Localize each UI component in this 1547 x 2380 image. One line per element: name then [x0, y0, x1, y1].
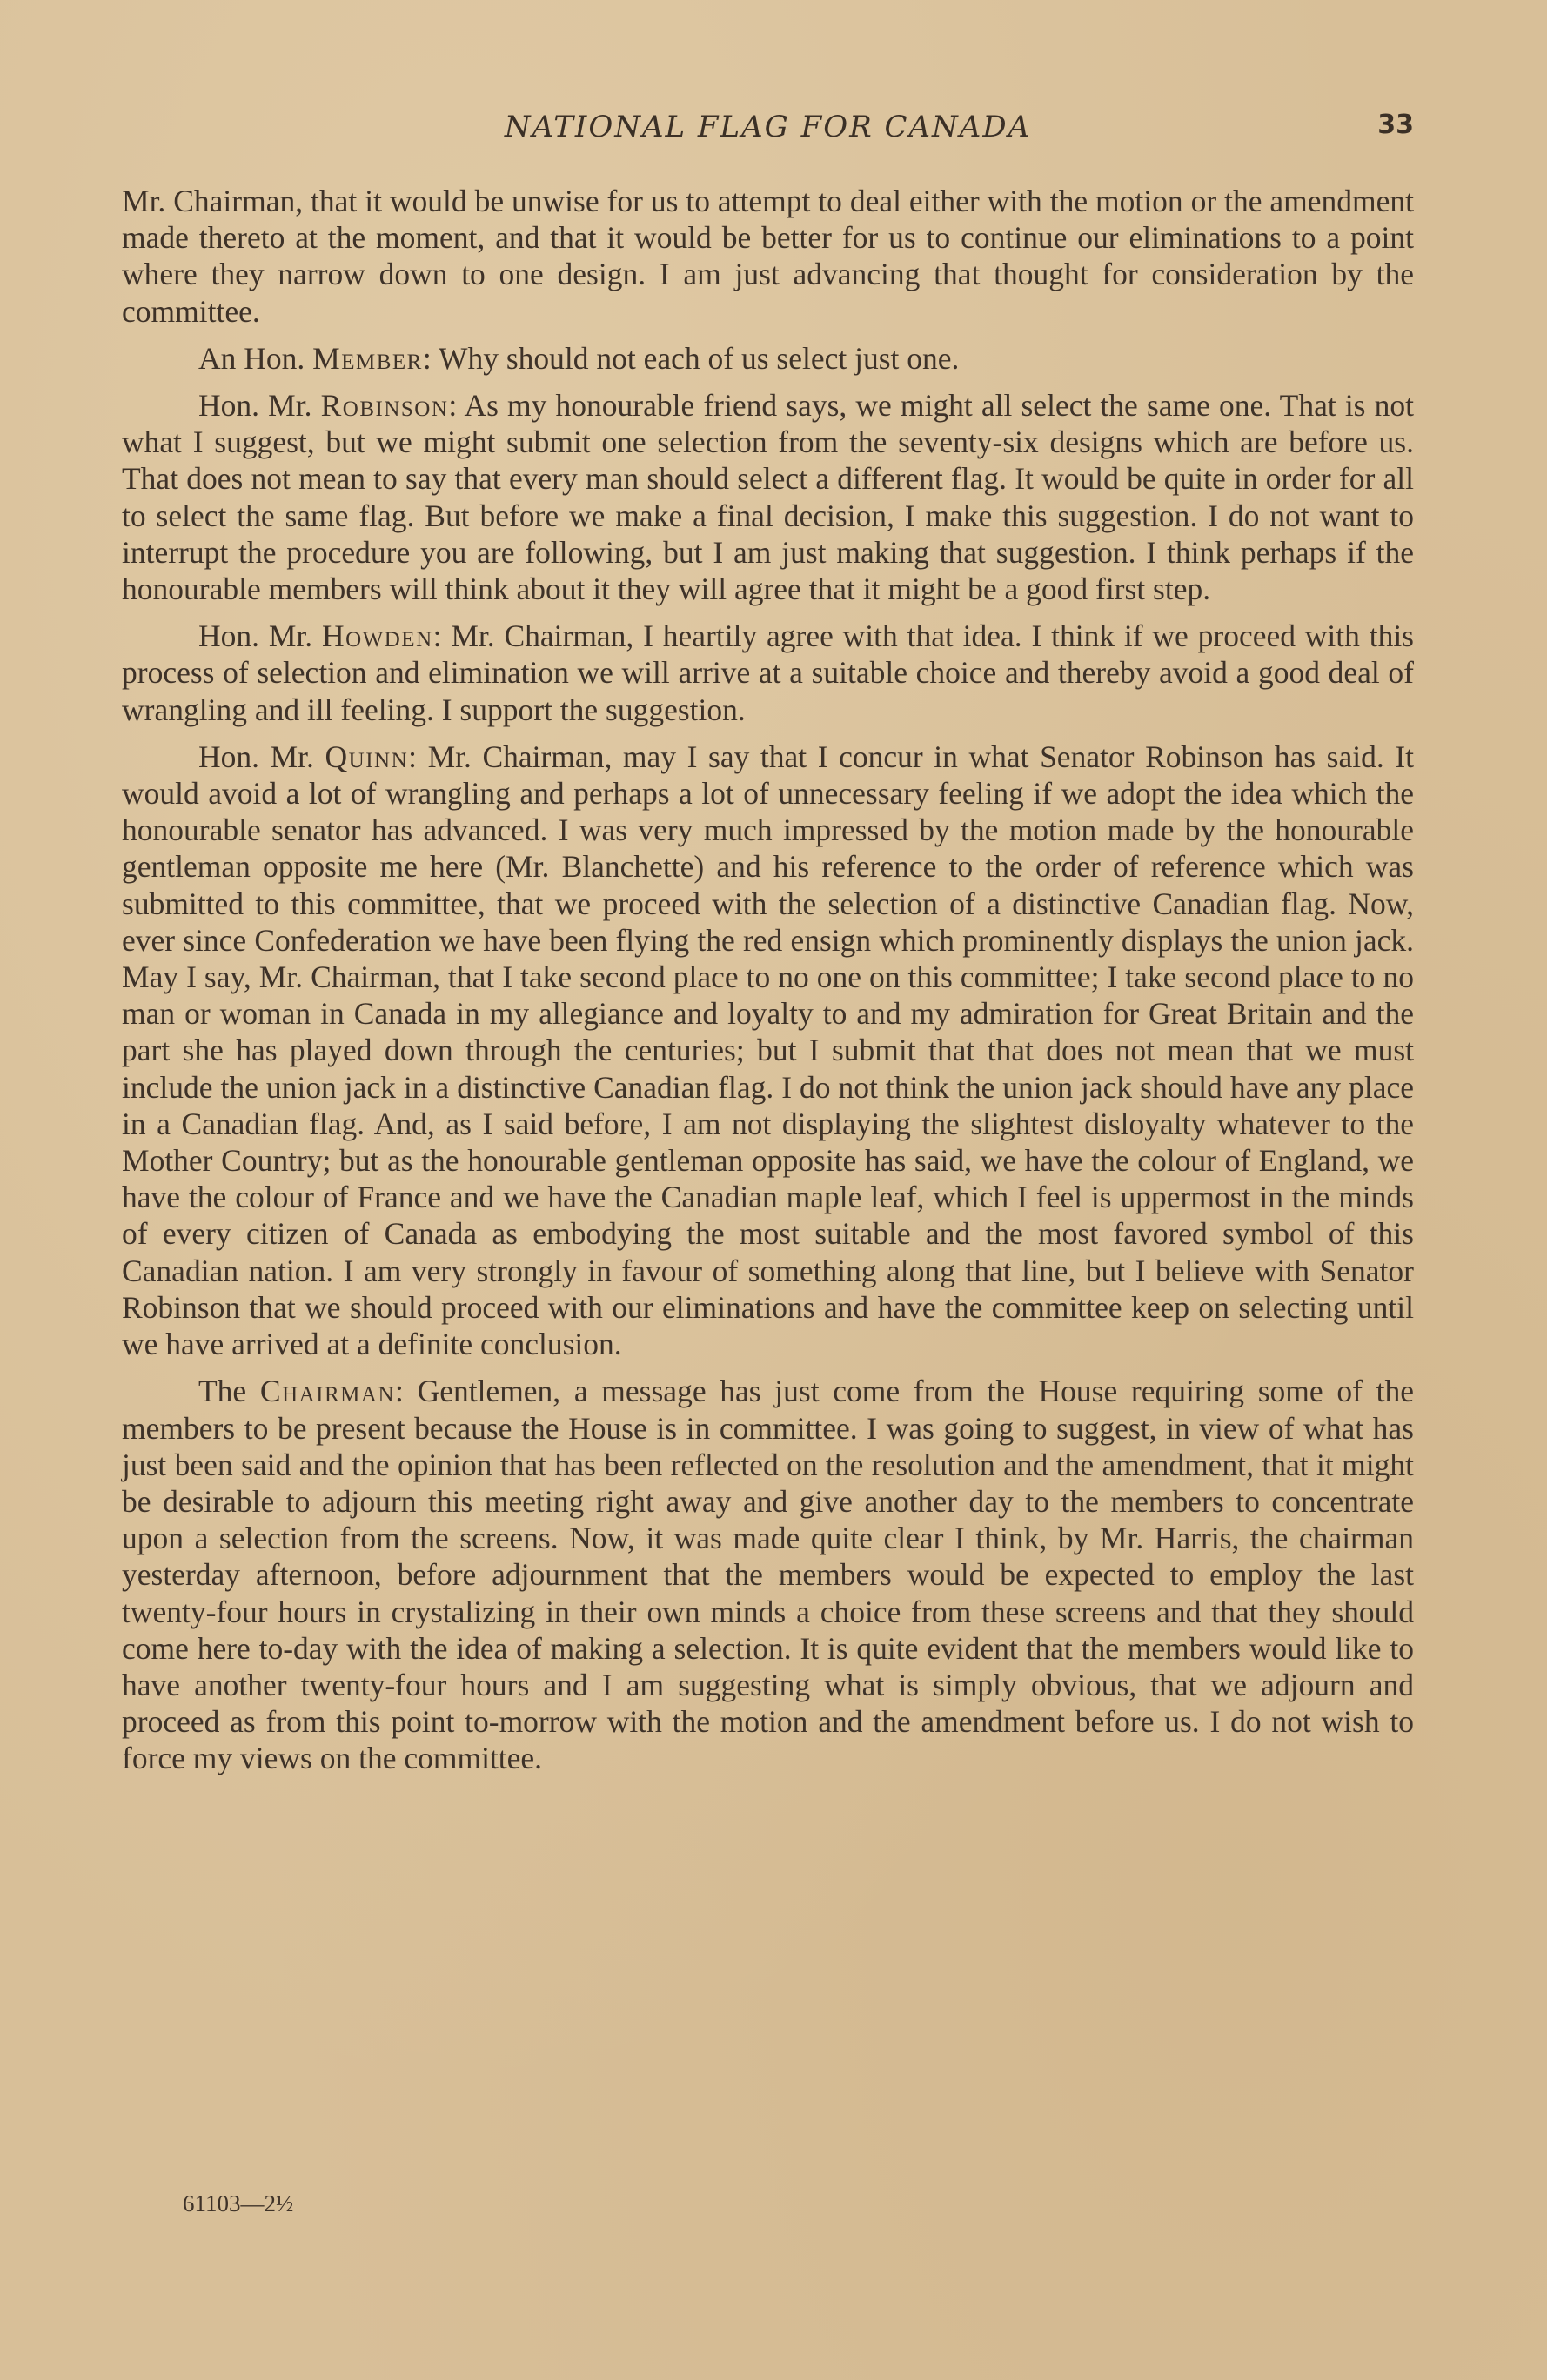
body-text: [122, 183, 1414, 1788]
speaker-prefix: An Hon.: [198, 340, 305, 376]
paragraph-robinson: [122, 387, 1414, 607]
speaker-prefix: Hon. Mr.: [198, 388, 312, 424]
speaker-prefix: The: [198, 1374, 247, 1409]
speaker-name: Howden: [321, 618, 433, 654]
speaker-name: Chairman: [259, 1374, 396, 1409]
speaker-prefix: Hon. Mr.: [198, 739, 314, 774]
paragraph-howden: [122, 618, 1414, 728]
speaker-name: Robinson: [320, 388, 449, 424]
printer-signature-code: 61103—2½: [183, 2190, 294, 2216]
paragraph-text: : As my honourable friend says, we might all select the same one. That is not what I suggest, but we might submit one selection from the seventy-six designs which are before us. That does not mean to say that every man should select a different flag. It would be quite in order for all to select the same flag. But before we make a final decision, I make this suggestion. I do not want to interrupt the procedure you are following, but I am just making that suggestion. I think perhaps if the honourable members will think about it they will agree that it might be a good first step.: [122, 388, 1414, 607]
paragraph-chairman: [122, 1373, 1414, 1776]
page-header: [122, 110, 1414, 153]
speaker-prefix: Hon. Mr.: [198, 618, 313, 654]
paragraph-text: : Mr. Chairman, may I say that I concur in what Senator Robinson has said. It would avoid a lot of wrangling and perhaps a lot of unnecessary feeling if we adopt the idea which the honourable senator has advanced. I was very much impressed by the motion made by the honourable gentleman opposite me here (Mr. Blanchette) and his reference to the order of reference which was submitted to this committee, that we proceed with the selection of a distinctive Canadian flag. Now, ever since Confederation we have been flying the red ensign which prominently displays the union jack. May I say, Mr. Chairman, that I take second place to no one on this committee; I take second place to no man or woman in Canada in my allegiance and loyalty to and my admiration for Great Britain and the part she has played down through the centuries; but I submit that that does not mean that we must include the union jack in a distinctive Canadian flag. I do not think the union jack should have any place in a Canadian flag. And, as I said before, I am not displaying the slightest disloyalty whatever to the Mother Country; but as the honourable gentleman opposite has said, we have the colour of England, we have the colour of France and we have the Canadian maple leaf, which I feel is uppermost in the minds of every citizen of Canada as embodying the most suitable and the most favored symbol of this Canadian nation. I am very strongly in favour of something along that line, but I believe with Senator Robinson that we should proceed with our eliminations and have the committee keep on selecting until we have arrived at a definite conclusion.: [122, 739, 1415, 1362]
paragraph-continuation: [122, 183, 1414, 330]
paragraph-text: : Gentlemen, a message has just come from the House requiring some of the members to be present because the House is in committee. I was going to suggest, in view of what has just been said and the opinion that has been reflected on the resolution and the amendment, that it might be desirable to adjourn this meeting right away and give another day to the members to concentrate upon a selection from the screens. Now, it was made quite clear I think, by Mr. Harris, the chairman yesterday afternoon, before adjournment that the members would be expected to employ the last twenty-four hours in crystalizing in their own minds a choice from these screens and that they should come here to-day with the idea of making a selection. It is quite evident that the members would like to have another twenty-four hours and I am suggesting what is simply obvious, that we adjourn and proceed as from this point to-morrow with the motion and the amendment before us. I do not wish to force my views on the committee.: [122, 1374, 1414, 1776]
speaker-name: Member: [312, 340, 423, 376]
paragraph-member: [122, 340, 1414, 377]
speaker-name: Quinn: [325, 739, 409, 774]
paragraph-text: Mr. Chairman, that it would be unwise for us to attempt to deal either with the motion or the amendment made thereto at the moment, and that it would be better for us to continue our eliminations to a point where they narrow down to one design. I am just advancing that thought for consideration by the committee.: [122, 184, 1414, 329]
paragraph-quinn: [122, 739, 1414, 1362]
page-number: 33: [1377, 110, 1414, 140]
running-title: NATIONAL FLAG FOR CANADA: [504, 110, 1032, 144]
paragraph-text: : Why should not each of us select just one.: [422, 340, 960, 376]
paragraph-text: : Mr. Chairman, I heartily agree with that idea. I think if we proceed with this process of selection and elimination we will arrive at a suitable choice and thereby avoid a good deal of wrangling and ill feeling. I support the suggestion.: [122, 618, 1414, 727]
